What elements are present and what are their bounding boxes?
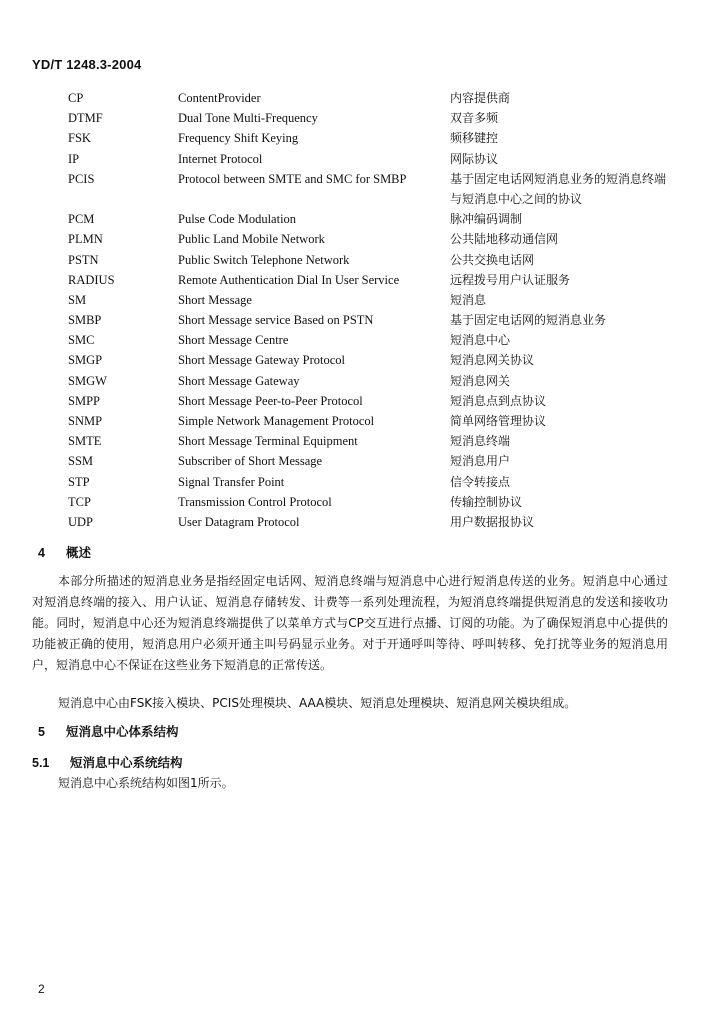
abbreviation-full-name: ContentProvider xyxy=(178,91,261,105)
abbreviation-chinese-name: 公共交换电话网 xyxy=(450,252,535,267)
abbreviation-full-name: Short Message Gateway xyxy=(178,373,300,388)
abbreviation-full-name: Pulse Code Modulation xyxy=(178,212,297,227)
abbreviation-full-name: Subscriber of Short Message xyxy=(178,454,323,469)
abbreviation-chinese-name: 基于固定电话网短消息业务的短消息终端与短消息中心之间的协议 xyxy=(450,171,667,206)
abbreviation-code: DTMF xyxy=(68,111,103,126)
abbreviation-chinese-name: 短消息用户 xyxy=(450,454,511,469)
abbreviation-table xyxy=(68,88,668,532)
abbreviation-chinese-name: 远程拨号用户认证服务 xyxy=(450,272,571,287)
abbreviation-chinese-name: 用户数据报协议 xyxy=(450,514,535,529)
abbreviation-code: UDP xyxy=(68,514,94,529)
abbreviation-code: FSK xyxy=(68,131,91,146)
abbreviation-full-name: Public Land Mobile Network xyxy=(178,232,325,247)
abbreviation-code: SMPP xyxy=(68,393,100,408)
abbreviation-full-name: Short Message Centre xyxy=(178,333,289,348)
abbreviation-code: IP xyxy=(68,151,80,166)
abbreviation-full-name: Short Message Peer-to-Peer Protocol xyxy=(178,393,363,408)
abbreviation-full-name: Signal Transfer Point xyxy=(178,474,285,489)
abbreviation-full-name: User Datagram Protocol xyxy=(178,514,300,529)
abbreviation-chinese-name: 公共陆地移动通信网 xyxy=(450,232,559,247)
section-number: 5 xyxy=(38,725,45,739)
abbreviation-code: PSTN xyxy=(68,252,99,267)
abbreviation-row xyxy=(68,350,668,370)
abbreviation-code: PLMN xyxy=(68,232,103,247)
abbreviation-row xyxy=(68,391,668,411)
abbreviation-chinese-name: 短消息网关协议 xyxy=(450,353,535,368)
abbreviation-chinese-name: 内容提供商 xyxy=(450,91,511,105)
figure-reference-paragraph: 短消息中心系统结构如图1所示。 xyxy=(58,776,234,790)
abbreviation-full-name: Public Switch Telephone Network xyxy=(178,252,350,267)
abbreviation-full-name: Short Message service Based on PSTN xyxy=(178,313,374,328)
section-title: 短消息中心系统结构 xyxy=(70,755,183,770)
section-4-heading xyxy=(38,543,91,561)
abbreviation-code: TCP xyxy=(68,494,91,509)
abbreviation-row xyxy=(68,492,668,512)
document-standard-code: YD/T 1248.3-2004 xyxy=(32,57,142,72)
abbreviation-row xyxy=(68,149,668,169)
abbreviation-code: SMGW xyxy=(68,373,107,388)
abbreviation-full-name: Protocol between SMTE and SMC for SMBP xyxy=(178,171,407,186)
abbreviation-code: SSM xyxy=(68,454,94,469)
abbreviation-chinese-name: 信令转接点 xyxy=(450,474,511,489)
abbreviation-full-name: Internet Protocol xyxy=(178,151,263,166)
abbreviation-chinese-name: 基于固定电话网的短消息业务 xyxy=(450,313,607,328)
page-number: 2 xyxy=(38,982,45,996)
abbreviation-code: CP xyxy=(68,91,84,105)
abbreviation-row xyxy=(68,371,668,391)
abbreviation-row xyxy=(68,512,668,532)
abbreviation-row xyxy=(68,472,668,492)
abbreviation-chinese-name: 简单网络管理协议 xyxy=(450,414,547,429)
abbreviation-chinese-name: 短消息网关 xyxy=(450,373,511,388)
abbreviation-row xyxy=(68,310,668,330)
abbreviation-chinese-name: 频移键控 xyxy=(450,131,499,146)
abbreviation-code: SNMP xyxy=(68,414,103,429)
abbreviation-chinese-name: 双音多频 xyxy=(450,111,499,126)
abbreviation-row xyxy=(68,250,668,270)
abbreviation-code: SMGP xyxy=(68,353,103,368)
abbreviation-full-name: Remote Authentication Dial In User Service xyxy=(178,272,400,287)
abbreviation-code: RADIUS xyxy=(68,272,115,287)
abbreviation-full-name: Frequency Shift Keying xyxy=(178,131,299,146)
abbreviation-chinese-name: 传输控制协议 xyxy=(450,494,523,509)
abbreviation-code: SMTE xyxy=(68,434,102,449)
abbreviation-full-name: Short Message Gateway Protocol xyxy=(178,353,345,368)
abbreviation-row xyxy=(68,169,668,209)
section-5-1-heading xyxy=(32,753,183,771)
abbreviation-full-name: Dual Tone Multi-Frequency xyxy=(178,111,318,126)
abbreviation-row xyxy=(68,270,668,290)
abbreviation-full-name: Short Message Terminal Equipment xyxy=(178,434,358,449)
section-number: 5.1 xyxy=(32,756,50,770)
abbreviation-full-name: Simple Network Management Protocol xyxy=(178,414,375,429)
abbreviation-chinese-name: 脉冲编码调制 xyxy=(450,212,523,227)
abbreviation-full-name: Transmission Control Protocol xyxy=(178,494,332,509)
section-number: 4 xyxy=(38,546,45,560)
abbreviation-row xyxy=(68,411,668,431)
abbreviation-code: SM xyxy=(68,292,87,307)
abbreviation-full-name: Short Message xyxy=(178,292,252,307)
abbreviation-chinese-name: 网际协议 xyxy=(450,151,499,166)
abbreviation-chinese-name: 短消息终端 xyxy=(450,434,511,449)
abbreviation-row xyxy=(68,290,668,310)
abbreviation-code: STP xyxy=(68,474,90,489)
abbreviation-chinese-name: 短消息 xyxy=(450,292,487,307)
components-paragraph: 短消息中心由FSK接入模块、PCIS处理模块、AAA模块、短消息处理模块、短消息网关模块组成。 xyxy=(58,696,577,710)
abbreviation-row xyxy=(68,88,668,108)
abbreviation-row xyxy=(68,431,668,451)
abbreviation-code: PCM xyxy=(68,212,95,227)
abbreviation-code: SMBP xyxy=(68,313,102,328)
abbreviation-row xyxy=(68,128,668,148)
section-title: 短消息中心体系结构 xyxy=(66,724,179,739)
overview-paragraph: 本部分所描述的短消息业务是指经固定电话网、短消息终端与短消息中心进行短消息传送的业务。短消息中心通过对短消息终端的接入、用户认证、短消息存储转发、计费等一系列处理流程，为短消息终端提供短消息的发送和接收功能。同时，短消息中心还为短消息终端提供了以菜单方式与CP交互进行点播、订阅的功能。为了确保短消息中心提供的功能被正确的使用，短消息用户必须开通主叫号码显示业务。对于开通呼叫等待、呼叫转移、免打扰等业务的短消息用户，短消息中心不保证在这些业务下短消息的正常传送。 xyxy=(32,574,668,672)
abbreviation-row xyxy=(68,229,668,249)
section-5-heading xyxy=(38,722,179,740)
abbreviation-row xyxy=(68,209,668,229)
abbreviation-chinese-name: 短消息点到点协议 xyxy=(450,393,547,408)
abbreviation-chinese-name: 短消息中心 xyxy=(450,333,511,348)
abbreviation-code: PCIS xyxy=(68,171,95,186)
abbreviation-code: SMC xyxy=(68,333,95,348)
section-title: 概述 xyxy=(66,545,92,560)
abbreviation-row xyxy=(68,451,668,471)
abbreviation-row xyxy=(68,330,668,350)
abbreviation-row xyxy=(68,108,668,128)
